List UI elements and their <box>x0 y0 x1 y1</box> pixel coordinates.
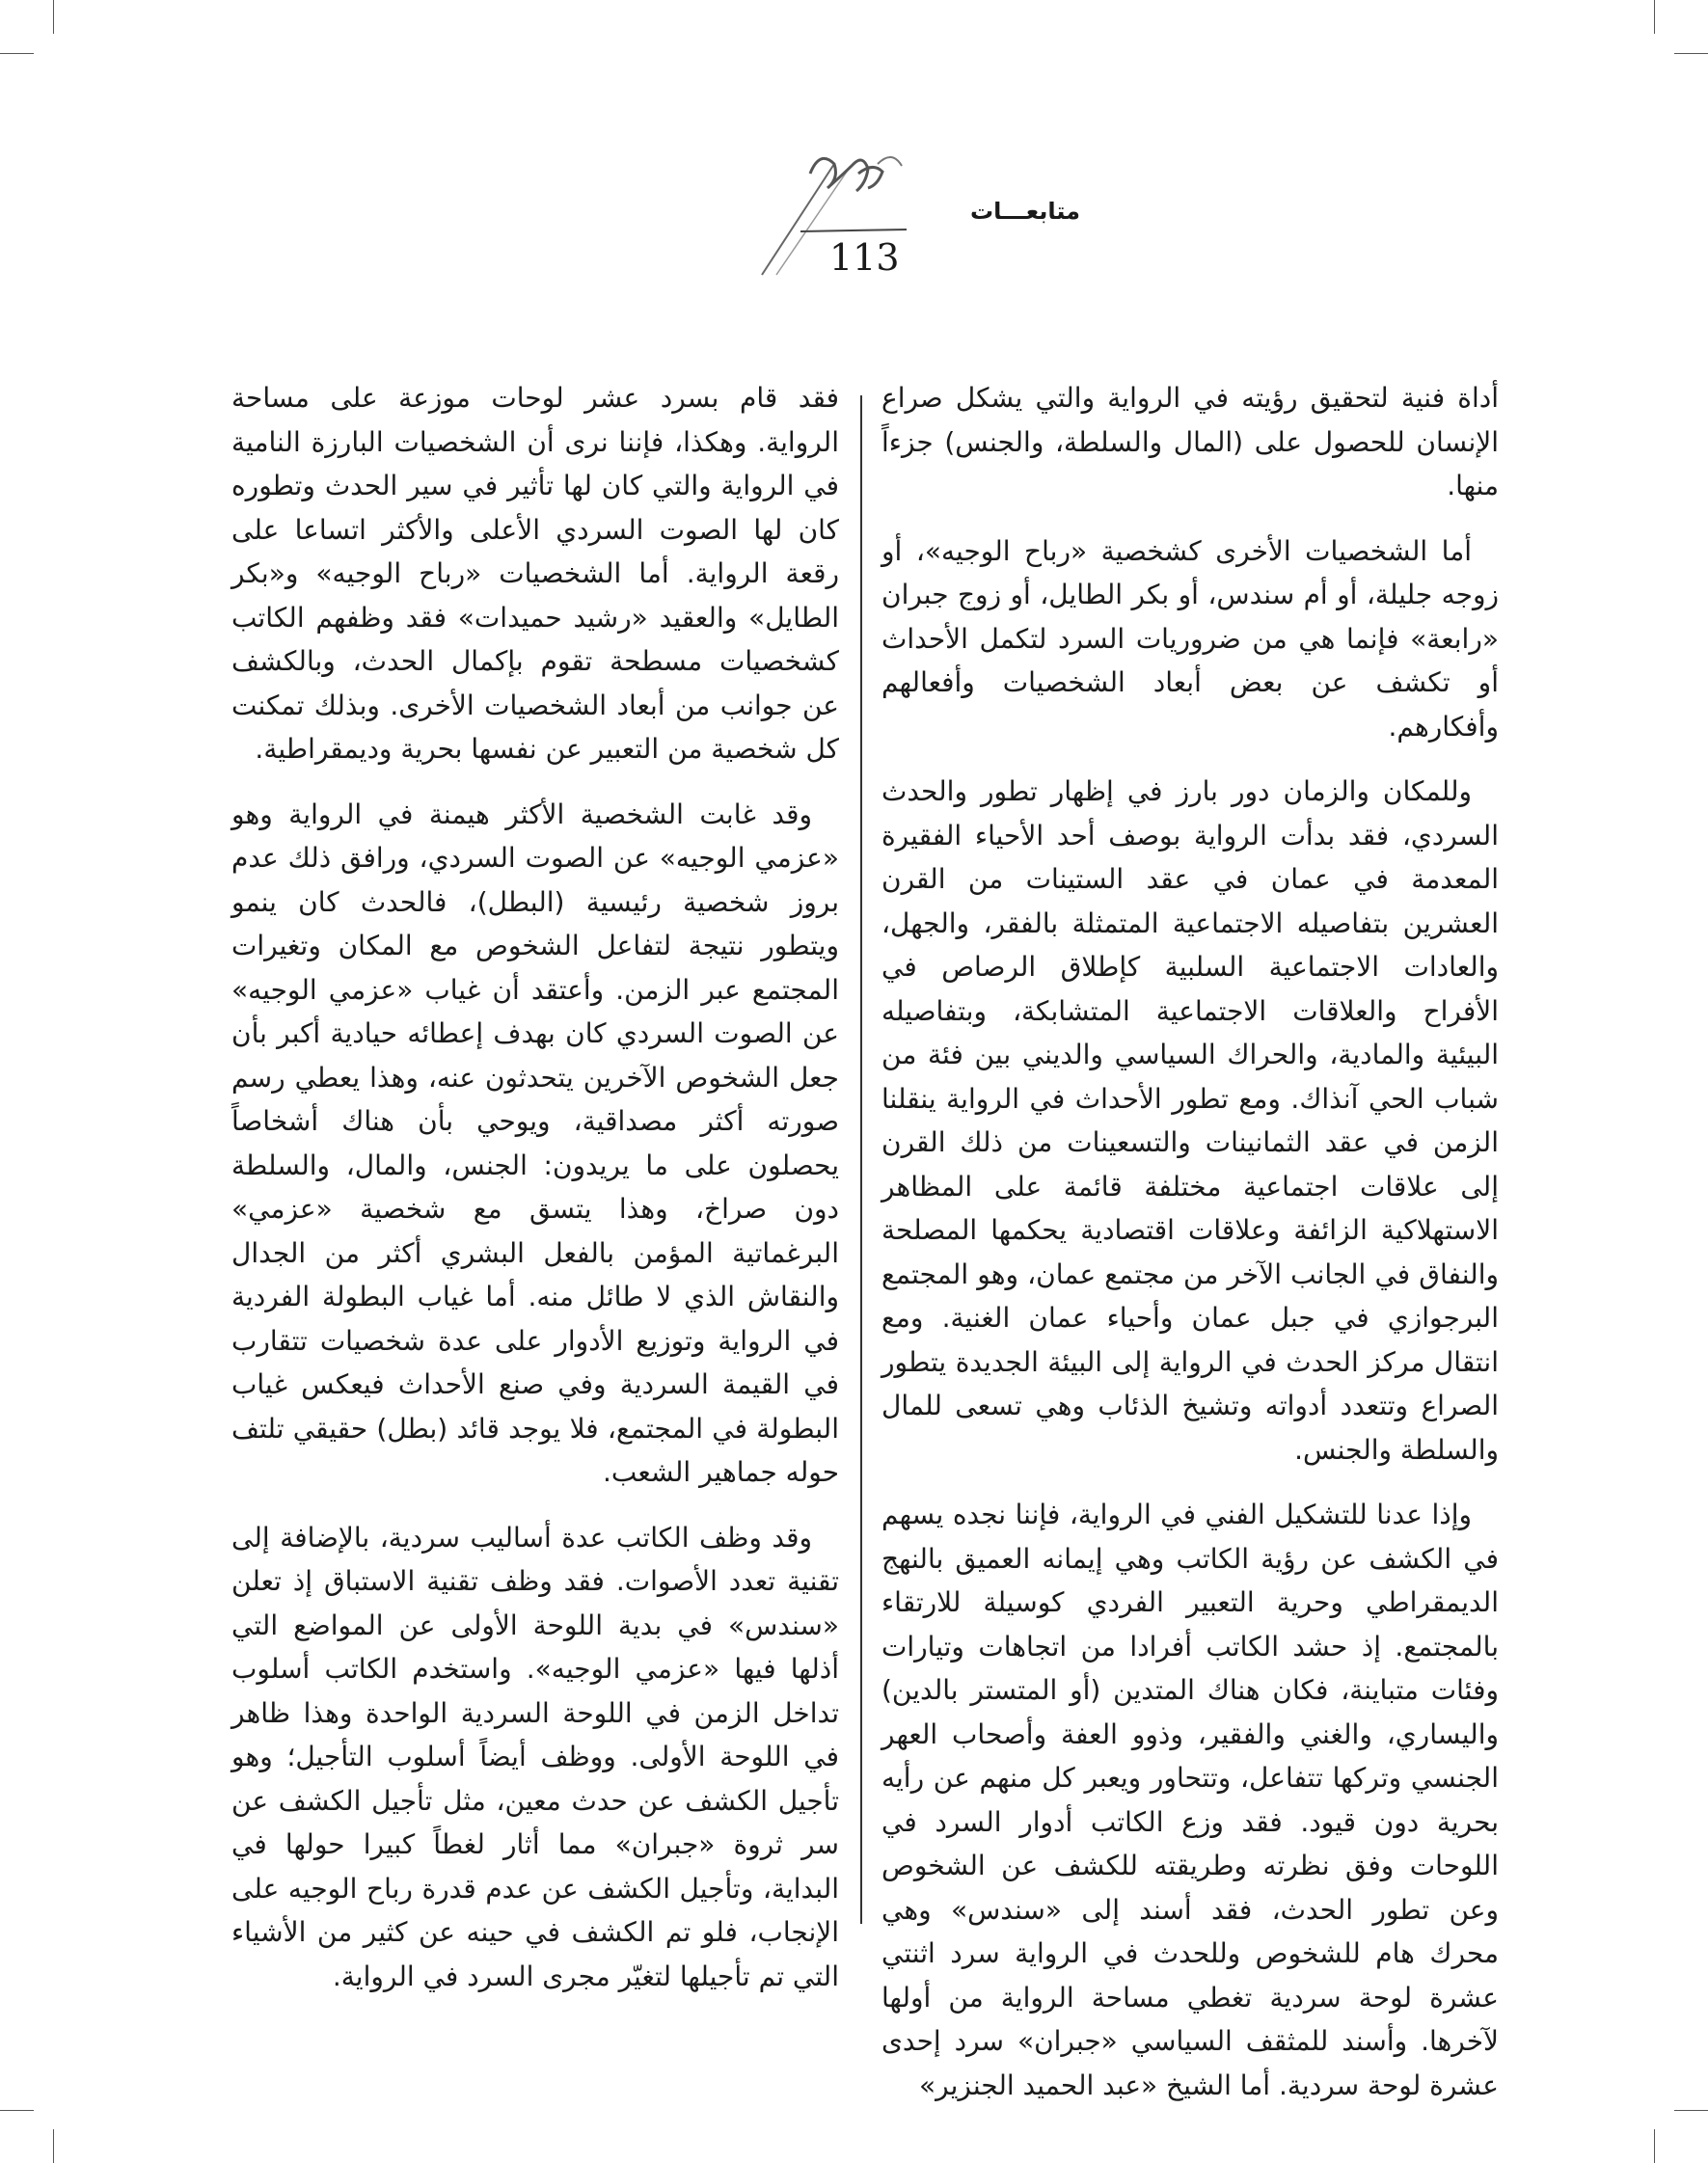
paragraph: وللمكان والزمان دور بارز في إظهار تطور والحدث السردي، فقد بدأت الرواية بوصف أحد الأحياء الفقيرة المعدمة في عمان في عقد الستينات من القرن العشرين بتفاصيله الاجتماعية المتمثلة بالفقر، والجهل، والعادات الاجتماعية السلبية كإطلاق الرصاص في الأفراح والعلاقات الاجتماعية المتشابكة، وبتفاصيله البيئية والمادية، والحراك السياسي والديني بين فئة من شباب الحي آنذاك. ومع تطور الأحداث في الرواية ينقلنا الزمن في عقد الثمانينات والتسعينات من ذلك القرن إلى علاقات اجتماعية مختلفة قائمة على المظاهر الاستهلاكية الزائفة وعلاقات اقتصادية يحكمها المصلحة والنفاق في الجانب الآخر من مجتمع عمان، وهو المجتمع البرجوازي في جبل عمان وأحياء عمان الغنية. ومع انتقال مركز الحدث في الرواية إلى البيئة الجديدة يتطور الصراع وتتعدد أدواته وتشيخ الذئاب وهي تسعى للمال والسلطة والجنس. <box>881 775 1499 1466</box>
crop-mark-top-left-v <box>53 0 54 34</box>
column-divider <box>860 395 862 1924</box>
crop-mark-top-right-h <box>1674 53 1708 54</box>
paragraph: أما الشخصيات الأخرى كشخصية «رباح الوجيه»، أو زوجه جليلة، أو أم سندس، أو بكر الطايل، أو زوج جبران «رابعة» فإنما هي من ضروريات السرد لتكمل الأحداث أو تكشف عن بعض أبعاد الشخصيات وأفعالهم وأفكارهم. <box>881 534 1499 743</box>
crop-mark-top-left-h <box>0 53 34 54</box>
crop-mark-bottom-right-h <box>1674 2110 1708 2111</box>
right-column <box>881 376 1499 2128</box>
crop-mark-bottom-right-v <box>1654 2129 1655 2163</box>
left-column <box>231 376 839 2019</box>
paragraph: وقد وظف الكاتب عدة أساليب سردية، بالإضافة إلى تقنية تعدد الأصوات. فقد وظف تقنية الاستباق إذ تعلن «سندس» في بدية اللوحة الأولى عن المواضع التي أذلها فيها «عزمي الوجيه». واستخدم الكاتب أسلوب تداخل الزمن في اللوحة السردية الواحدة وهذا ظاهر في اللوحة الأولى. ووظف أيضاً أسلوب التأجيل؛ وهو تأجيل الكشف عن حدث معين، مثل تأجيل الكشف عن سر ثروة «جبران» مما أثار لغطاً كبيرا حولها في البداية، وتأجيل الكشف عن عدم قدرة رباح الوجيه على الإنجاب، فلو تم الكشف في حينه عن كثير من الأشياء التي تم تأجيلها لتغيّر مجرى السرد في الرواية. <box>231 1521 839 1992</box>
paragraph: أداة فنية لتحقيق رؤيته في الرواية والتي يشكل صراع الإنسان للحصول على (المال والسلطة، والجنس) جزءاً منها. <box>881 382 1499 501</box>
paragraph: وإذا عدنا للتشكيل الفني في الرواية، فإننا نجده يسهم في الكشف عن رؤية الكاتب وهي إيمانه العميق بالنهج الديمقراطي وحرية التعبير الفردي كوسيلة للارتقاء بالمجتمع. إذ حشد الكاتب أفرادا من اتجاهات وتيارات وفئات متباينة، فكان هناك المتدين (أو المتستر بالدين) واليساري، والغني والفقير، وذوو العفة وأصحاب العهر الجنسي وتركها تتفاعل، وتتحاور ويعبر كل منهم عن رأيه بحرية دون قيود. فقد وزع الكاتب أدوار السرد في اللوحات وفق نظرته وطريقته للكشف عن الشخوص وعن تطور الحدث، فقد أسند إلى «سندس» وهي محرك هام للشخوص وللحدث في الرواية سرد اثنتي عشرة لوحة سردية تغطي مساحة الرواية من أولها لآخرها. وأسند للمثقف السياسي «جبران» سرد إحدى عشرة لوحة سردية. أما الشيخ «عبد الحميد الجنزير» <box>881 1499 1499 2101</box>
crop-mark-bottom-left-h <box>0 2110 34 2111</box>
section-label: متابعـــات <box>970 198 1080 225</box>
page-number: 113 <box>829 236 900 279</box>
paragraph: وقد غابت الشخصية الأكثر هيمنة في الرواية وهو «عزمي الوجيه» عن الصوت السردي، ورافق ذلك عدم بروز شخصية رئيسية (البطل)، فالحدث كان ينمو ويتطور نتيجة لتفاعل الشخوص مع المكان وتغيرات المجتمع عبر الزمن. وأعتقد أن غياب «عزمي الوجيه» عن الصوت السردي كان بهدف إعطائه حيادية أكبر بأن جعل الشخوص الآخرين يتحدثون عنه، وهذا يعطي رسم صورته أكثر مصداقية، ويوحي بأن هناك أشخاصاً يحصلون على ما يريدون: الجنس، والمال، والسلطة دون صراخ، وهذا يتسق مع شخصية «عزمي» البرغماتية المؤمن بالفعل البشري أكثر من الجدال والنقاش الذي لا طائل منه. أما غياب البطولة الفردية في الرواية وتوزيع الأدوار على عدة شخصيات تتقارب في القيمة السردية وفي صنع الأحداث فيعكس غياب البطولة في المجتمع، فلا يوجد قائد (بطل) حقيقي تلتف حوله جماهير الشعب. <box>231 798 839 1488</box>
paragraph: فقد قام بسرد عشر لوحات موزعة على مساحة الرواية. وهكذا، فإننا نرى أن الشخصيات البارزة النامية في الرواية والتي كان لها تأثير في سير الحدث وتطوره كان لها الصوت السردي الأعلى والأكثر اتساعا على رقعة الرواية. أما الشخصيات «رباح الوجيه» و«بكر الطايل» والعقيد «رشيد حميدات» فقد وظفهم الكاتب كشخصيات مسطحة تقوم بإكمال الحدث، وبالكشف عن جوانب من أبعاد الشخصيات الأخرى. وبذلك تمكنت كل شخصية من التعبير عن نفسها بحرية وديمقراطية. <box>231 382 839 765</box>
page-header <box>694 145 1099 289</box>
crop-mark-top-right-v <box>1654 0 1655 34</box>
crop-mark-bottom-left-v <box>53 2129 54 2163</box>
